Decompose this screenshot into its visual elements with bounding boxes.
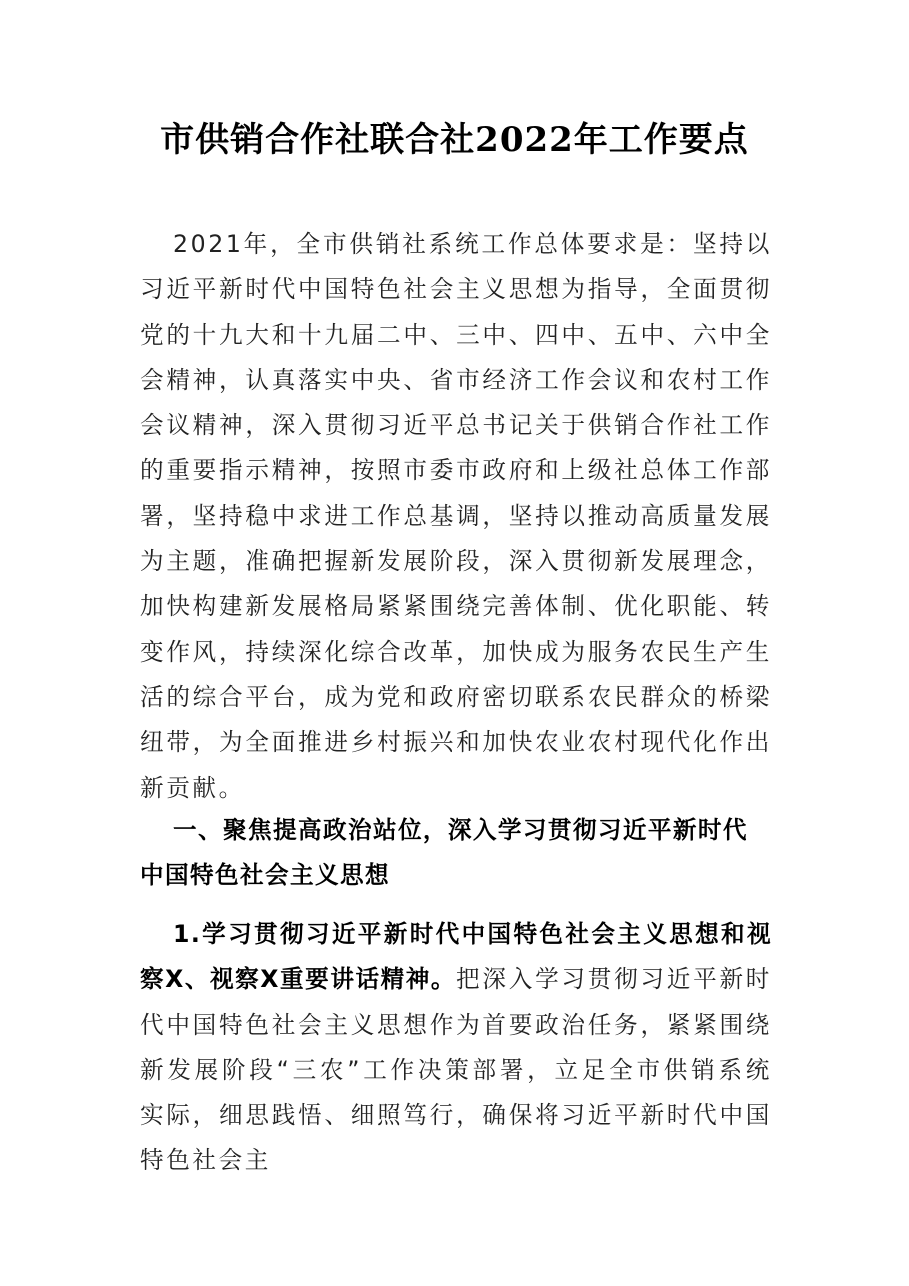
item-1-body: 把深入学习贯彻习近平新时代中国特色社会主义思想作为首要政治任务，紧紧围绕新发展阶段“三农”工作决策部署，立足全市供销系统实际，细思践悟、细照笃行，确保将习近平新时代中国特色社会主 bbox=[140, 965, 772, 1175]
document-title: 市供销合作社联合社2022年工作要点 bbox=[160, 120, 749, 160]
item-1-lead: 1.学习贯彻习近平新时代中国特色社会主义思想和视察X、视察X重要讲话精神。 bbox=[140, 920, 772, 994]
section-heading-1: 一、聚焦提高政治站位，深入学习贯彻习近平新时代中国特色社会主义思想 bbox=[140, 816, 748, 889]
item-1-paragraph bbox=[140, 912, 772, 1184]
intro-paragraph: 2021年，全市供销社系统工作总体要求是：坚持以习近平新时代中国特色社会主义思想为指导，全面贯彻党的十九大和十九届二中、三中、四中、五中、六中全会精神，认真落实中央、省市经济工作会议和农村工作会议精神，深入贯彻习近平总书记关于供销合作社工作的重要指示精神，按照市委市政府和上级社总体工作部署，坚持稳中求进工作总基调，坚持以推动高质量发展为主题，准确把握新发展阶段，深入贯彻新发展理念，加快构建新发展格局紧紧围绕完善体制、优化职能、转变作风，持续深化综合改革，加快成为服务农民生产生活的综合平台，成为党和政府密切联系农民群众的桥梁纽带，为全面推进乡村振兴和加快农业农村现代化作出新贡献。 bbox=[140, 230, 772, 802]
